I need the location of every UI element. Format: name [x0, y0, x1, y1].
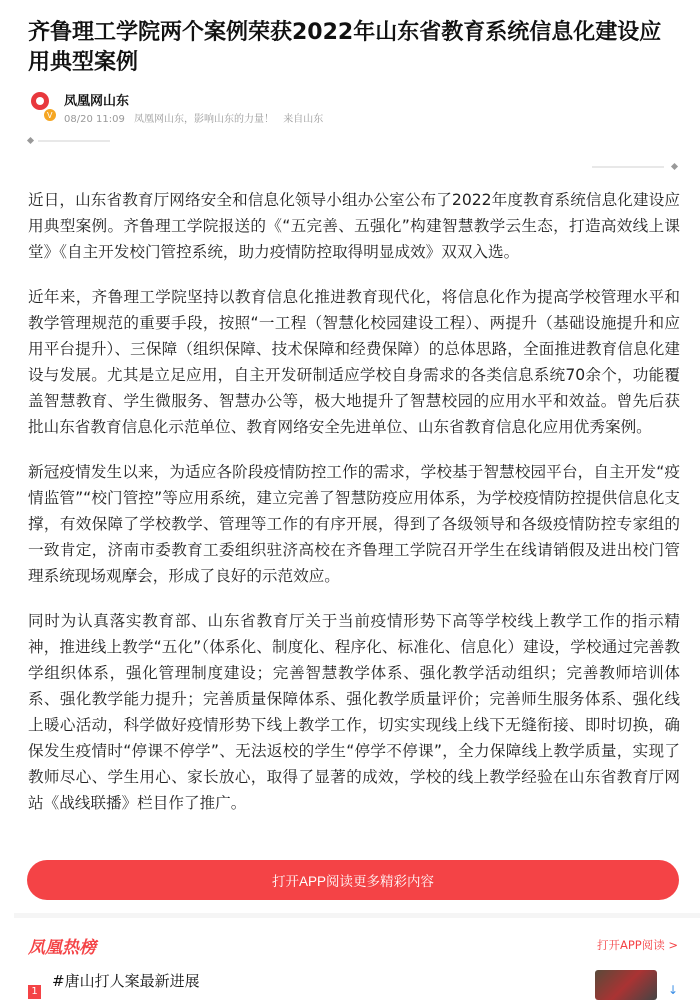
divider — [592, 166, 664, 168]
location: 来自山东 — [283, 114, 324, 125]
author-name[interactable]: 凤凰网山东 — [64, 94, 130, 109]
divider-dot-icon — [27, 137, 34, 144]
svg-text:V: V — [47, 111, 53, 120]
hot-open-app-link[interactable]: 打开APP阅读 > — [596, 938, 678, 952]
paragraph: 同时为认真落实教育部、山东省教育厅关于当前疫情形势下高等学校线上教学工作的指示精神，推进线上教学“五化”（体系化、制度化、程序化、标准化、信息化）建设，学校通过完善教学组织体系，强化管理制度建设；完善智慧教学体系、强化教学活动组织；完善教师培训体系、强化教学能力提升；完善质量保障体系、强化教学质量评价；完善师生服务体系、强化线上暖心活动，科学做好疫情形势下线上教学工作，切实实现线上线下无缝衔接、即时切换，确保发生疫情时“停课不停学”、无法返校的学生“停学不停课”，全力保障线上教学质量，实现了教师尽心、学生用心、家长放心，取得了显著的成效，学校的线上教学经验在山东省教育厅网站《战线联播》栏目作了推广。 — [28, 612, 680, 812]
divider-dot-icon — [671, 163, 678, 170]
hot-list-logo: 凤凰热榜 — [28, 938, 96, 958]
publish-date: 08/20 11:09 — [64, 114, 125, 125]
arrow-down-icon: ↓ — [668, 983, 679, 997]
open-app-button[interactable]: 打开APP阅读更多精彩内容 — [27, 860, 679, 900]
article-title: 齐鲁理工学院两个案例荣获2022年山东省教育系统信息化建设应用典型案例 — [28, 20, 662, 75]
paragraph: 近日，山东省教育厅网络安全和信息化领导小组办公室公布了2022年度教育系统信息化建设应用典型案例。齐鲁理工学院报送的《“五完善、五强化”构建智慧教学云生态，打造高效线上课堂》《自主开发校门管控系统，助力疫情防控取得明显成效》双双入选。 — [28, 191, 680, 261]
paragraph: 新冠疫情发生以来，为适应各阶段疫情防控工作的需求，学校基于智慧校园平台，自主开发“疫情监管”“校门管控”等应用系统，建立完善了智慧防疫应用体系，为学校疫情防控提供信息化支撑，有效保障了学校教学、管理等工作的有序开展，得到了各级领导和各级疫情防控专家组的一致肯定，济南市委教育工委组织驻济高校在齐鲁理工学院召开学生在线请销假及进出校门管理系统现场观摩会，形成了良好的示范效应。 — [28, 463, 680, 585]
author-slogan: 凤凰网山东，影响山东的力量！ — [134, 114, 275, 125]
hot-item-thumbnail[interactable] — [595, 970, 657, 1000]
article-body — [28, 187, 680, 835]
hot-item-title[interactable]: #唐山打人案最新进展 — [52, 972, 200, 990]
paragraph: 近年来，齐鲁理工学院坚持以教育信息化推进教育现代化，将信息化作为提高学校管理水平和教学管理规范的重要手段，按照“一工程（智慧化校园建设工程）、两提升（基础设施提升和应用平台提升）、三保障（组织保障、技术保障和经费保障）的总体思路，全面推进教育信息化建设与发展。尤其是立足应用，自主开发研制适应学校自身需求的各类信息系统70余个，功能覆盖智慧教育、学生微服务、智慧办公等，极大地提升了智慧校园的应用水平和效益。曾先后获批山东省教育信息化示范单位、教育网络安全先进单位、山东省教育信息化应用优秀案例。 — [28, 288, 680, 436]
author-bar — [28, 90, 668, 130]
article-meta — [64, 110, 329, 125]
section-separator — [14, 913, 700, 918]
divider — [38, 140, 110, 142]
rank-badge: 1 — [28, 985, 41, 999]
ifeng-logo-icon[interactable] — [28, 90, 56, 122]
